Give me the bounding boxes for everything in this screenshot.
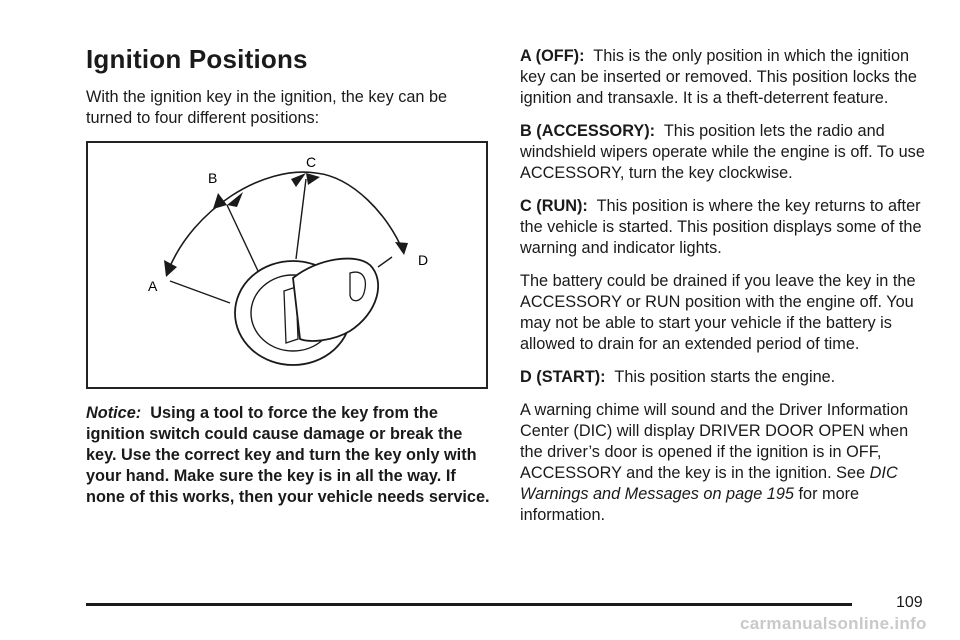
- line-d: [378, 257, 392, 267]
- battery-paragraph: The battery could be drained if you leave the key in the ACCESSORY or RUN position with the engine off. You may not be able to start your vehicle if the battery is allowed to drain for an extended period of time.: [520, 272, 916, 353]
- position-b-paragraph: [520, 121, 930, 184]
- line-b: [227, 205, 258, 271]
- arrow-c-left: [291, 173, 306, 187]
- arrow-a: [164, 260, 177, 277]
- rotation-arc: [168, 172, 403, 271]
- footer-rule: [86, 603, 852, 606]
- position-a-text: This is the only position in which the ignition key can be inserted or removed. This position locks the ignition and transaxle. It is a theft-deterrent feature.: [520, 47, 917, 107]
- left-column: [86, 44, 490, 520]
- position-a-paragraph: [520, 46, 930, 109]
- start-text: This position starts the engine.: [614, 368, 836, 386]
- position-b-label: B (ACCESSORY):: [520, 122, 656, 140]
- label-a: A: [148, 278, 158, 294]
- key-hole: [350, 272, 365, 301]
- label-d: D: [418, 252, 429, 268]
- chime-text-before: A warning chime will sound and the Driver Information Center (DIC) will display DRIVER DOOR OPEN when the driver’s door is opened if the ignition is in OFF, ACCESSORY and the key is in the ignition. See: [520, 401, 909, 482]
- arrow-c-right: [306, 173, 320, 185]
- intro-paragraph: With the ignition key in the ignition, the key can be turned to four different positions:: [86, 88, 448, 127]
- page-title: Ignition Positions: [86, 44, 308, 74]
- watermark: carmanualsonline.info: [740, 614, 927, 633]
- dic-reference-link[interactable]: DIC Warnings and Messages on page 195: [520, 464, 898, 503]
- position-a-label: A (OFF):: [520, 47, 585, 65]
- key-head: [293, 259, 378, 341]
- line-c: [296, 179, 306, 259]
- chime-paragraph: [520, 400, 930, 526]
- start-paragraph: [520, 367, 930, 388]
- label-c: C: [306, 154, 317, 170]
- notice-paragraph: [86, 403, 490, 508]
- ignition-diagram: [86, 141, 488, 389]
- position-c-label: C (RUN):: [520, 197, 588, 215]
- arrow-d: [395, 242, 408, 255]
- ignition-diagram-svg: [88, 143, 486, 387]
- notice-label: Notice:: [86, 404, 142, 422]
- position-c-paragraph: [520, 196, 930, 259]
- position-c-text: This position is where the key returns to after the vehicle is started. This position displays some of the warning and indicator lights.: [520, 197, 922, 257]
- page-number: 109: [896, 594, 923, 611]
- line-a: [170, 281, 230, 303]
- label-b: B: [208, 170, 218, 186]
- position-b-text: This position lets the radio and windshield wipers operate while the engine is off. To use ACCESSORY, turn the key clockwise.: [520, 122, 925, 182]
- notice-text: Using a tool to force the key from the ignition switch could cause damage or break the key. Use the correct key and turn the key only with your hand. Make sure the key is in all the way. If none of this works, then your vehicle needs service.: [86, 404, 490, 506]
- chime-text-after: for more information.: [520, 485, 860, 524]
- start-label: D (START):: [520, 368, 606, 386]
- right-column: [520, 46, 930, 538]
